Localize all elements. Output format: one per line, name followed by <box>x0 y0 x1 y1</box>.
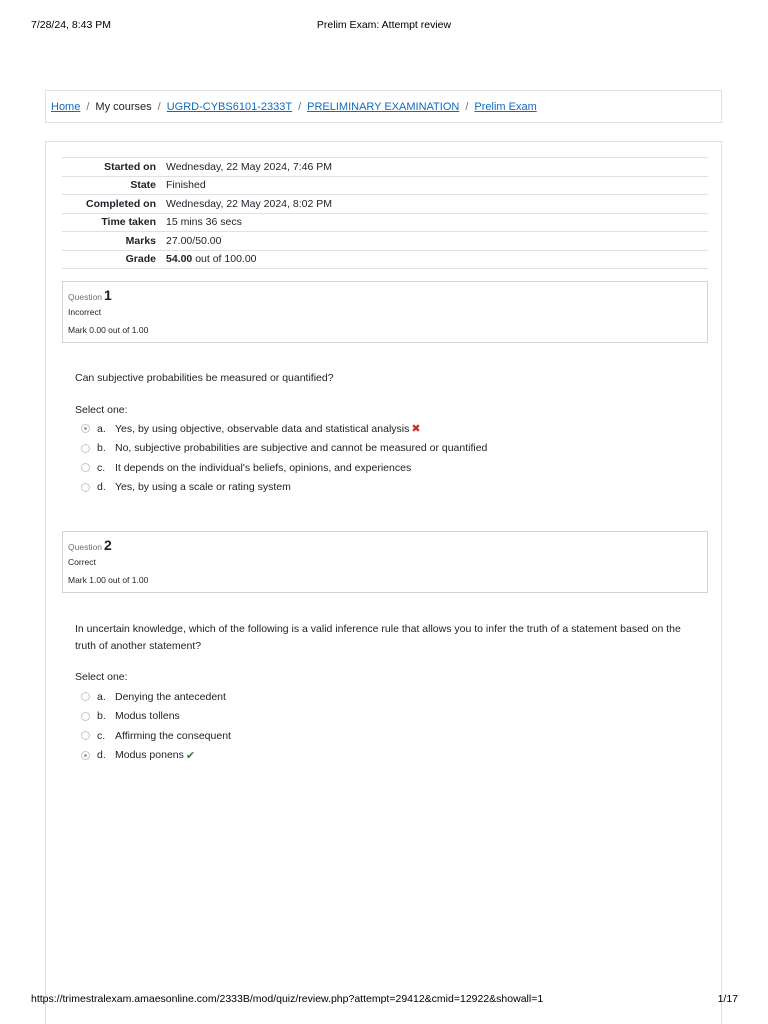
correct-icon: ✔ <box>185 749 196 762</box>
question-label: Question <box>68 542 103 552</box>
answer-option-b[interactable] <box>81 439 487 459</box>
answer-list <box>81 687 231 765</box>
breadcrumb-my-courses: My courses <box>95 100 152 113</box>
summary-row-completed <box>62 195 708 214</box>
print-url: https://trimestralexam.amaesonline.com/2333B/mod/quiz/review.php?attempt=29412&cmid=12922&showall=1 <box>31 993 544 1005</box>
summary-row-state <box>62 176 708 195</box>
state-value: Finished <box>166 179 206 192</box>
print-date: 7/28/24, 8:43 PM <box>31 19 111 31</box>
answer-text: Denying the antecedent <box>115 690 226 703</box>
breadcrumb-separator: / <box>465 100 469 113</box>
question-number <box>68 287 707 303</box>
answer-letter: a. <box>97 422 106 435</box>
breadcrumb-separator: / <box>157 100 161 113</box>
question-text: Can subjective probabilities be measured or quantified? <box>75 372 334 384</box>
answer-letter: c. <box>97 729 106 742</box>
breadcrumb-quiz-link[interactable]: Prelim Exam <box>474 100 537 113</box>
completed-label: Completed on <box>86 197 156 210</box>
attempt-summary-table <box>62 157 708 269</box>
answer-text: Yes, by using objective, observable data and statistical analysis <box>115 422 410 435</box>
answer-letter: b. <box>97 710 106 723</box>
radio-button-selected[interactable] <box>81 424 90 433</box>
question-mark: Mark 1.00 out of 1.00 <box>68 575 149 585</box>
question-state: Correct <box>68 557 96 567</box>
summary-row-started <box>62 158 708 177</box>
answer-text: Modus tollens <box>115 710 180 723</box>
answer-option-d[interactable] <box>81 478 487 498</box>
grade-value <box>166 250 708 269</box>
summary-row-grade <box>62 250 708 269</box>
incorrect-icon: ✖ <box>411 423 421 436</box>
question-info-box <box>62 281 708 343</box>
answer-letter: d. <box>97 749 106 762</box>
radio-button[interactable] <box>81 712 90 721</box>
breadcrumb <box>45 90 722 123</box>
answer-letter: a. <box>97 690 106 703</box>
answer-list <box>81 419 487 497</box>
started-label: Started on <box>104 160 156 173</box>
answer-text: Affirming the consequent <box>115 729 231 742</box>
answer-text: Yes, by using a scale or rating system <box>115 481 291 494</box>
summary-row-time <box>62 213 708 232</box>
grade-score: 54.00 <box>166 253 193 266</box>
time-value: 15 mins 36 secs <box>166 216 242 229</box>
radio-button[interactable] <box>81 444 90 453</box>
breadcrumb-home-link[interactable]: Home <box>51 100 81 113</box>
question-state: Incorrect <box>68 307 102 317</box>
breadcrumb-separator: / <box>298 100 302 113</box>
time-label: Time taken <box>101 216 156 229</box>
state-label: State <box>130 179 156 192</box>
answer-text: It depends on the individual's beliefs, opinions, and experiences <box>115 461 412 474</box>
answer-option-c[interactable] <box>81 458 487 478</box>
answer-letter: c. <box>97 461 106 474</box>
attempt-review-content <box>45 141 722 1024</box>
print-page-number: 1/17 <box>717 993 738 1005</box>
breadcrumb-separator: / <box>86 100 90 113</box>
print-footer <box>0 993 768 1007</box>
answer-text: No, subjective probabilities are subjective and cannot be measured or quantified <box>115 442 488 455</box>
marks-value: 27.00/50.00 <box>166 234 222 247</box>
radio-button-selected[interactable] <box>81 751 90 760</box>
radio-button[interactable] <box>81 463 90 472</box>
started-value: Wednesday, 22 May 2024, 7:46 PM <box>166 160 332 173</box>
select-one-prompt: Select one: <box>75 404 128 416</box>
marks-label: Marks <box>125 234 156 247</box>
grade-label: Grade <box>125 253 156 266</box>
grade-suffix: out of 100.00 <box>195 253 257 266</box>
summary-row-marks <box>62 232 708 251</box>
question-text: In uncertain knowledge, which of the following is a valid inference rule that allows you to infer the truth of a statement based on the truth of another statement? <box>75 623 681 652</box>
answer-option-c[interactable] <box>81 726 231 746</box>
radio-button[interactable] <box>81 483 90 492</box>
answer-option-b[interactable] <box>81 707 231 727</box>
answer-text: Modus ponens <box>115 749 184 762</box>
breadcrumb-course-link[interactable]: UGRD-CYBS6101-2333T <box>166 100 293 113</box>
question-number <box>68 537 707 553</box>
answer-letter: b. <box>97 442 106 455</box>
select-one-prompt: Select one: <box>75 671 128 683</box>
radio-button[interactable] <box>81 692 90 701</box>
answer-option-a[interactable] <box>81 419 487 439</box>
question-number-value: 2 <box>104 537 112 553</box>
question-label: Question <box>68 292 103 302</box>
answer-option-a[interactable] <box>81 687 231 707</box>
question-info-box <box>62 531 708 593</box>
radio-button[interactable] <box>81 731 90 740</box>
completed-value: Wednesday, 22 May 2024, 8:02 PM <box>166 197 332 210</box>
print-header <box>0 19 768 33</box>
print-title: Prelim Exam: Attempt review <box>316 19 452 31</box>
breadcrumb-section-link[interactable]: PRELIMINARY EXAMINATION <box>307 100 460 113</box>
answer-letter: d. <box>97 481 106 494</box>
question-mark: Mark 0.00 out of 1.00 <box>68 325 149 335</box>
question-number-value: 1 <box>104 287 112 303</box>
answer-option-d[interactable] <box>81 746 231 766</box>
